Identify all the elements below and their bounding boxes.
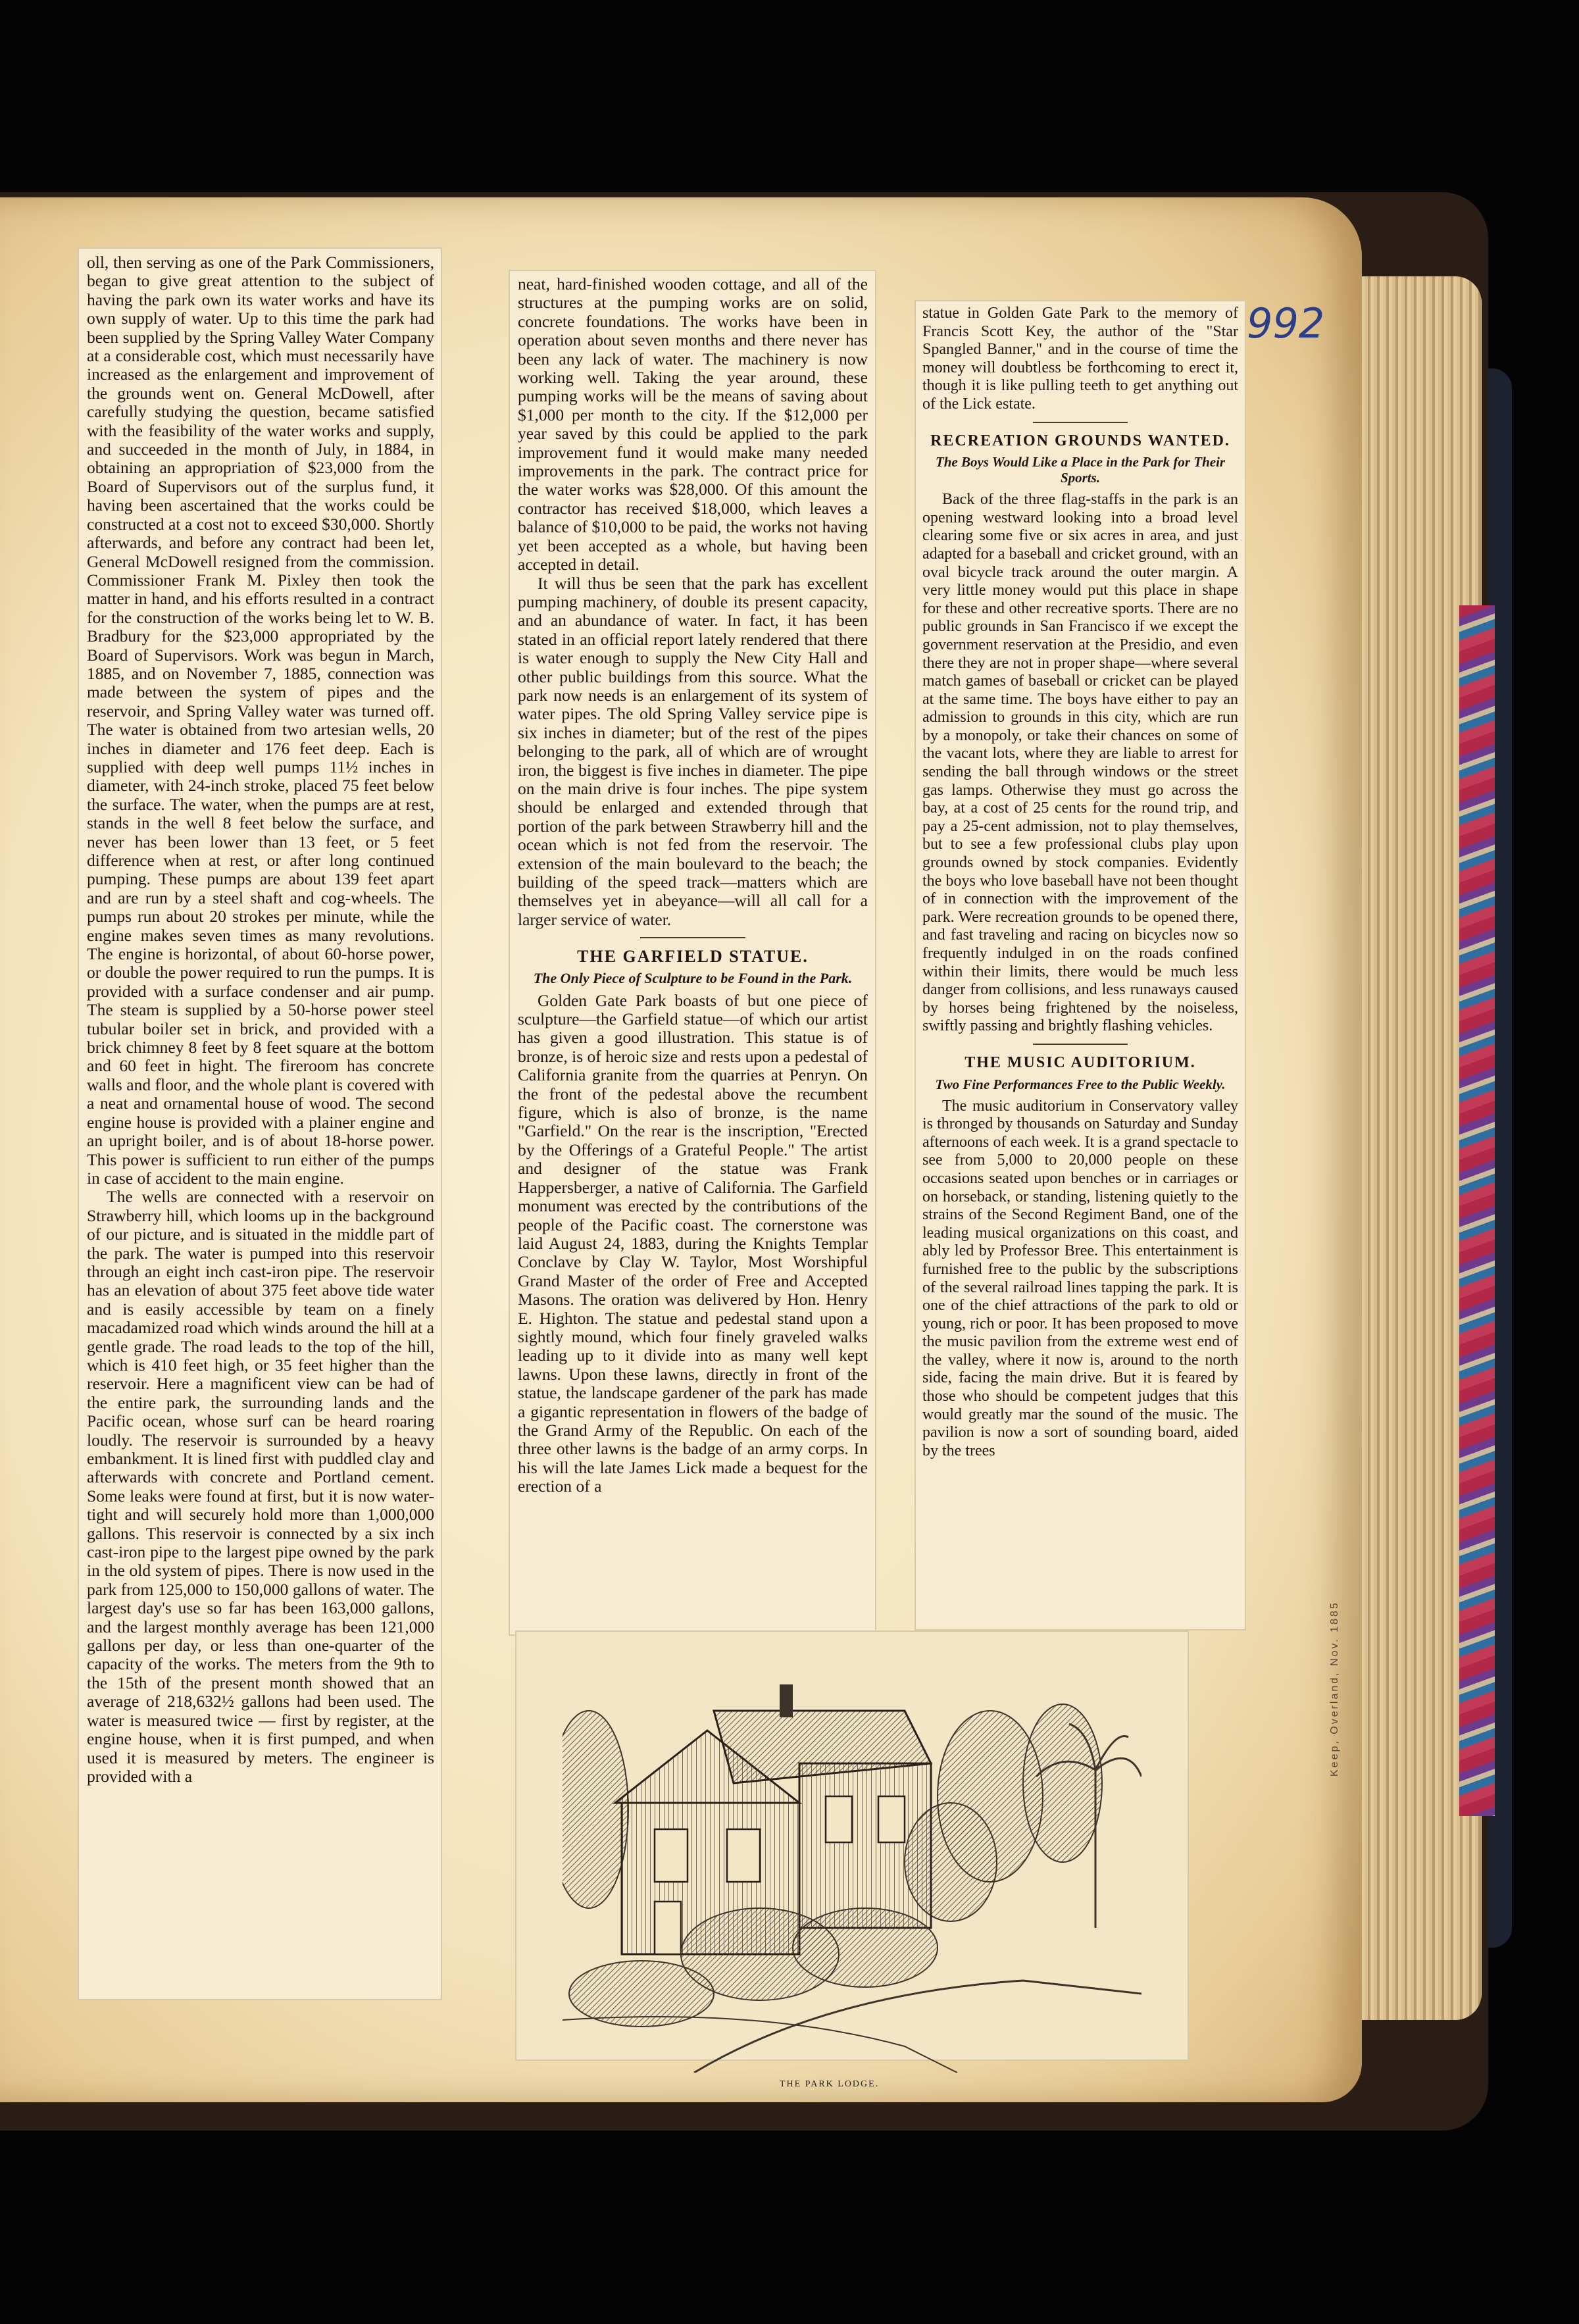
divider: [1033, 1044, 1128, 1045]
marbled-edge: [1459, 605, 1495, 1816]
col3-paragraph: The music auditorium in Conservatory valley is thronged by thousands on Saturday and Sunday afternoons of each week. It is a grand spectacle to see from 5,000 to 20,000 people on these occasions seated upon benches or in carriages or on horseback, or standing, listening quietly to the strains of the Second Regiment Band, one of the leading musical organizations on this coast, and ably led by Professor Bree. This entertainment is furnished free to the public by the subscriptions of the several railroad lines tapping the park. It is one of the chief attractions of the park to old or young, rich or poor. It has been proposed to move the music pavilion from the extreme west end of the valley, where it now is, around to the north side, facing the main drive. But it is feared by those who should be competent judges that this would greatly mar the sound of the music. The pavilion is now a sort of sounding board, aided by the trees: [922, 1097, 1238, 1459]
music-subheading: Two Fine Performances Free to the Public Weekly.: [935, 1076, 1226, 1092]
col1-paragraph: The wells are connected with a reservoir on Strawberry hill, which looms up in the background of our picture, and is situated in the middle part of the park. The water is pumped into this reservoir through an eight inch cast-iron pipe. The reservoir has an elevation of about 375 feet above tide water and is easily accessible by team on a finely macadamized road which winds around the hill at a gentle grade. The road leads to the top of the hill, which is 410 feet high, or 35 feet higher than the reservoir. Here a magnificent view can be had of the entire park, the surrounding lands and the Pacific ocean, whose surf can be heard roaring loudly. The reservoir is surrounded by a heavy embankment. It is lined first with puddled clay and afterwards with concrete and Portland cement. Some leaks were found at first, but it is now water-tight and will securely hold more than 1,000,000 gallons. This reservoir is connected by a six inch cast-iron pipe to the largest pipe owned by the park in the old system of pipes. There is now used in the park from 125,000 to 150,000 gallons of water. The largest day's use so far has been 163,000 gallons, and the largest monthly average has been 121,000 gallons per day, or less than one-quarter of the capacity of the works. The meters from the 9th to the 15th of the present month showed that an average of 218,632½ gallons had been used. The water is measured twice — first by register, at the engine house, when it is first pumped, and when used it is measured by meters. The engineer is provided with a: [87, 1187, 434, 1786]
folio-number: 992: [1247, 299, 1325, 347]
recreation-heading: RECREATION GROUNDS WANTED.: [930, 432, 1230, 449]
col3-paragraph: Back of the three flag-staffs in the park is an opening westward looking into a broad level clearing some five or six acres in area, and just adapted for a baseball and cricket ground, with an oval bicycle track around the outer margin. A very little money would put this place in shape for these and other recreative sports. There are no public grounds in San Francisco if we except the government reservation at the Presidio, and even there they are not in proper shape—where several match games of baseball or cricket can be played at the same time. The boys have either to pay an admission to grounds in this city, which are run by a monopoly, or take their chances on some of the vacant lots, where they are liable to arrest for sending the ball through windows or the street gas lamps. Otherwise they must go across the bay, at a cost of 25 cents for the round trip, and pay a 25-cent admission, not to play themselves, but to see a few professional clubs play upon grounds owned by stock companies. Evidently the boys who love baseball have not been thought of in connection with the improvement of the park. Were recreation grounds to be opened there, and fast traveling and racing on bicycles now so frequently indulged in on the roads confined within their limits, there would be much less danger from collisions, and less runaways caused by horses being frightened by the noiseless, swiftly passing and brightly flashing vehicles.: [922, 491, 1238, 1035]
col1-paragraph: oll, then serving as one of the Park Commissioners, began to give great attention to the subject of having the park own its water works and have its own supply of water. Up to this time the park had been supplied by the Spring Valley Water Company at a considerable cost, which must necessarily have increased as the enlargement and improvement of the grounds went on. General McDowell, after carefully studying the question, became satisfied with the feasibility of the water works and supply, and succeeded in the month of July, in 1884, in obtaining an appropriation of $23,000 from the Board of Supervisors out of the surplus fund, it having been ascertained that the works could be constructed at a cost not to exceed $30,000. Shortly afterwards, and before any contract had been let, General McDowell resigned from the commission. Commissioner Frank M. Pixley then took the matter in hand, and his efforts resulted in a contract for the construction of the works being let to W. B. Bradbury for the $23,000 appropriated by the Board of Supervisors. Work was begun in March, 1885, and on November 7, 1885, connection was made between the system of pipes and the reservoir, and Spring Valley water was turned off. The water is obtained from two artesian wells, 20 inches in diameter and 176 feet deep. Each is supplied with deep well pumps 11½ inches in diameter, with 24-inch stroke, placed 75 feet below the surface. The water, when the pumps are at rest, stands in the well 8 feet below the surface, and never has been lower than 13 feet, or 5 feet difference when at rest, or after long continued pumping. These pumps are about 139 feet apart and are run by a steel shaft and cog-wheels. The pumps run about 20 strokes per minute, while the engine makes seven times as many revolutions. The engine is horizontal, of about 60-horse power, or double the power required to run the pumps. It is provided with a surface condenser and air pump. The steam is supplied by a 50-horse power steel tubular boiler set in brick, and provided with a brick chimney 8 feet by 8 feet square at the bottom and 60 feet in hight. The fireroom has concrete walls and floor, and the whole plant is covered with a neat and ornamental house of wood. The second engine house is provided with a plainer engine and an upright boiler, and is of about 18-horse power. This power is sufficient to run either of the pumps in case of accident to the main engine.: [87, 253, 434, 1188]
garfield-heading: THE GARFIELD STATUE.: [577, 947, 809, 967]
article-col-1: [87, 253, 434, 1786]
col3-paragraph: statue in Golden Gate Park to the memory of Francis Scott Key, the author of the "Star Spangled Banner," and in the course of time the money will doubtless be forthcoming to erect it, though it is like pulling teeth to get anything out of the Lick estate.: [922, 305, 1238, 413]
divider: [1033, 422, 1128, 423]
park-lodge-illustration: [563, 1652, 1141, 2073]
garfield-subheading: The Only Piece of Sculpture to be Found in the Park.: [533, 969, 853, 986]
margin-note: Keep, Overland, Nov. 1885: [1329, 1601, 1340, 1777]
col2-paragraph: neat, hard-finished wooden cottage, and all of the structures at the pumping works are on solid, concrete foundations. The works have been in operation about seven months and there never has been any lack of water. The machinery is now working well. Taking the year around, these pumping works will be the means of saving about $1,000 per month to the city. If the $12,000 per year saved by this could be applied to the park improvement fund it would make many needed improvements in the park. The contract price for the water works was $28,000. Of this amount the contractor has received $18,000, which leaves a balance of $10,000 to be paid, the works not having yet been accepted as a whole, but having been accepted in detail.: [518, 274, 868, 574]
article-col-2: [518, 275, 868, 1496]
recreation-subheading: The Boys Would Like a Place in the Park for Their Sports.: [935, 454, 1226, 486]
col2-paragraph: Golden Gate Park boasts of but one piece of sculpture—the Garfield statue—of which our artist has given a good illustration. This statue is of bronze, is of heroic size and rests upon a pedestal of California granite from the quarries at Penryn. On the front of the pedestal above the recumbent figure, which is also of bronze, is the name "Garfield." On the rear is the inscription, "Erected by the Offerings of a Grateful People." The artist and designer of the statue was Frank Happersberger, a native of California. The Garfield monument was erected by the contributions of the people of the Pacific coast. The cornerstone was laid August 24, 1883, during the Knights Templar Conclave by Clay W. Taylor, Most Worshipful Grand Master of the order of Free and Accepted Masons. The oration was delivered by Hon. Henry E. Highton. The statue and pedestal stand upon a sightly mound, which four finely graveled walks leading up to it divide into as many well kept lawns. Upon these lawns, directly in front of the statue, the landscape gardener of the park has made a gigantic representation in flowers of the badge of the Grand Army of the Republic. On each of the three other lawns is the badge of an army corps. In his will the late James Lick made a bequest for the erection of a: [518, 990, 868, 1496]
music-heading: THE MUSIC AUDITORIUM.: [965, 1053, 1196, 1071]
col2-paragraph: It will thus be seen that the park has excellent pumping machinery, of double its present capacity, and an abundance of water. In fact, it has been stated in an official report lately rendered that there is water enough to supply the New City Hall and other public buildings from this source. What the park now needs is an enlargement of its system of water pipes. The old Spring Valley service pipe is six inches in diameter; but of the rest of the pipes belonging to the park, all of which are of wrought iron, the biggest is five inches in diameter. The pipe on the main drive is four inches. The pipe system should be enlarged and extended through that portion of the park between Strawberry hill and the ocean which is not fed from the reservoir. The extension of the main boulevard to the beach; the building of the speed track—matters which are themselves yet in abeyance—will all call for a larger service of water.: [518, 573, 868, 929]
article-col-3: [922, 305, 1238, 1460]
divider: [640, 937, 745, 938]
illustration-caption: THE PARK LODGE.: [780, 2079, 880, 2089]
